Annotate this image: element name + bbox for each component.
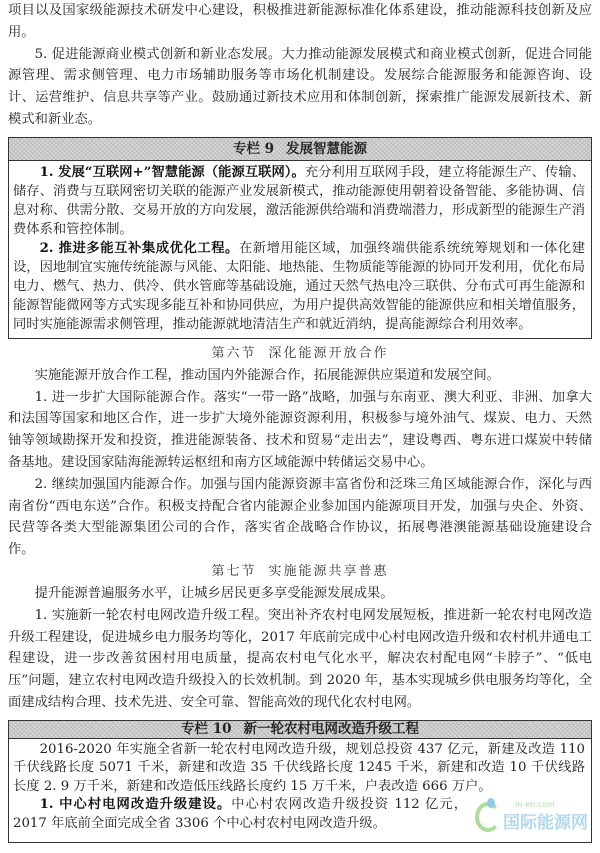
item-lead: 1. 中心村电网改造升级建设。: [39, 797, 232, 813]
box-intro: 2016-2020 年实施全省新一轮农村电网改造升级，规划总投资 437 亿元，新建及改造 110 千伏线路长度 5071 千米，新建和改造 35 千伏线路长度 1245 千米，新建和改造 10 千伏线路长度 2. 9 万千米，新建和改造低压线路长度约 15 万千米，户表改造 666 万户。: [13, 741, 585, 794]
box-body: [9, 739, 591, 843]
watermark-logo: [475, 798, 588, 838]
item-text: 在新增用能区域，加强终端供能系统统筹规划和一体化建设，因地制宜实施传统能源与风能、太阳能、地热能、生物质能等能源的协同开发利用，优化布局电力、燃气、热力、供冷、供水管廊等基础设施，通过天然气热电冷三联供、分布式可再生能源和能源智能微网等方式实现多能互补和协同供应，为用户提供高效智能的能源供应和相关增值服务，同时实施能源需求侧管理，推动能源就地清洁生产和就近消纳，提高能源综合利用效率。: [13, 240, 586, 332]
box-label: 专栏 9: [232, 140, 275, 157]
box-body: [9, 161, 591, 338]
paragraph: 2. 继续加强国内能源合作。加强与国内能源资源丰富省份和泛珠三角区域能源合作，深化与西南省份“西电东送”合作。积极支持配合省内能源企业参加国内能源项目开发，加强与央企、外资、民营等各类大型能源集团公司的合作，落实省企战略合作协议，拓展粤港澳能源基础设施建设合作。: [8, 476, 592, 558]
box-label: 专栏 10: [181, 720, 232, 737]
paragraph: 1. 实施新一轮农村电网改造升级工程。突出补齐农村电网发展短板，推进新一轮农村电网改造升级工程建设，促进城乡电力服务均等化，2017 年底前完成中心村电网改造升级和农村机井通电工程建设，进一步改善贫困村用电质量，提高农村电气化水平，解决农村配电网“卡脖子”、“低电压”问题，建立农村电网改造升级投入的长效机制。到 2020 年，基本实现城乡供电服务均等化，全面建成结构合理、技术先进、安全可靠、智能高效的现代化农村电网。: [8, 607, 592, 710]
document-page: [8, 0, 592, 853]
box-header: [9, 138, 591, 161]
box-title: 发展智慧能源: [286, 140, 368, 157]
section-title: 实施能源共享普惠: [268, 563, 389, 579]
paragraph: 实施能源开放合作工程，推动国内外能源合作，拓展能源供应渠道和发展空间。: [34, 367, 500, 383]
item-text: 中心村农网改造升级投资 112 亿元，2017 年底前全面完成全省 3306 个中心村农村电网改造升级。: [13, 797, 467, 831]
sidebar-box-9: [8, 137, 592, 339]
section-heading-6: [8, 343, 592, 365]
box-header: [9, 721, 591, 739]
logo-domain: in-en.com: [515, 800, 555, 810]
paragraph: 1. 进一步扩大国际能源合作。落实“一带一路”战略，加强与东南亚、澳大利亚、非洲、加拿大和法国等国家和地区合作，进一步扩大境外能源资源利用，积极参与境外油气、煤炭、电力、天然铀等领域勘探开发和投资，推进能源装备、技术和贸易“走出去”，建设粤西、粤东进口煤炭中转储备基地。建设国家陆海能源转运枢纽和南方区域能源中转储运交易中心。: [8, 389, 592, 470]
paragraph: 项目以及国家级能源技术研发中心建设，积极推进新能源标准化体系建设，推动能源科技创新及应用。: [8, 3, 592, 40]
item-lead: 1. 发展“互联网+”智慧能源（能源互联网）。: [39, 164, 305, 180]
box-item: [13, 163, 585, 239]
item-text: 充分利用互联网手段，建立将能源生产、传输、储存、消费与互联网密切关联的能源产业发展新模式，推动能源使用朝着设备智能、多能协调、信息对称、供需分散、交易开放的方向发展，激活能源供给端和消费端潜力，形成新型的能源生产消费体系和管控体制。: [13, 164, 585, 237]
section-number: 第七节: [211, 563, 257, 579]
box-title: 新一轮农村电网改造升级工程: [243, 720, 419, 737]
box-item: [13, 239, 585, 334]
paragraph-5: 5. 促进能源商业模式创新和新业态发展。大力推动能源发展模式和商业模式创新，促进合同能源管理、需求侧管理、电力市场辅助服务等市场化机制建设。发展综合能源服务和能源咨询、设计、运营维护、信息共享等产业。鼓励通过新技术应用和体制创新，探索推广能源发展新技术、新模式和新业态。: [8, 46, 592, 127]
logo-name: 国际能源网: [503, 813, 588, 834]
section-heading-7: [8, 561, 592, 583]
paragraph: 提升能源普遍服务水平，让城乡居民更多享受能源发展成果。: [34, 585, 394, 601]
section-number: 第六节: [211, 345, 257, 361]
sidebar-box-10: [8, 720, 592, 844]
item-lead: 2. 推进多能互补集成优化工程。: [39, 240, 239, 256]
section-title: 深化能源开放合作: [268, 345, 389, 361]
